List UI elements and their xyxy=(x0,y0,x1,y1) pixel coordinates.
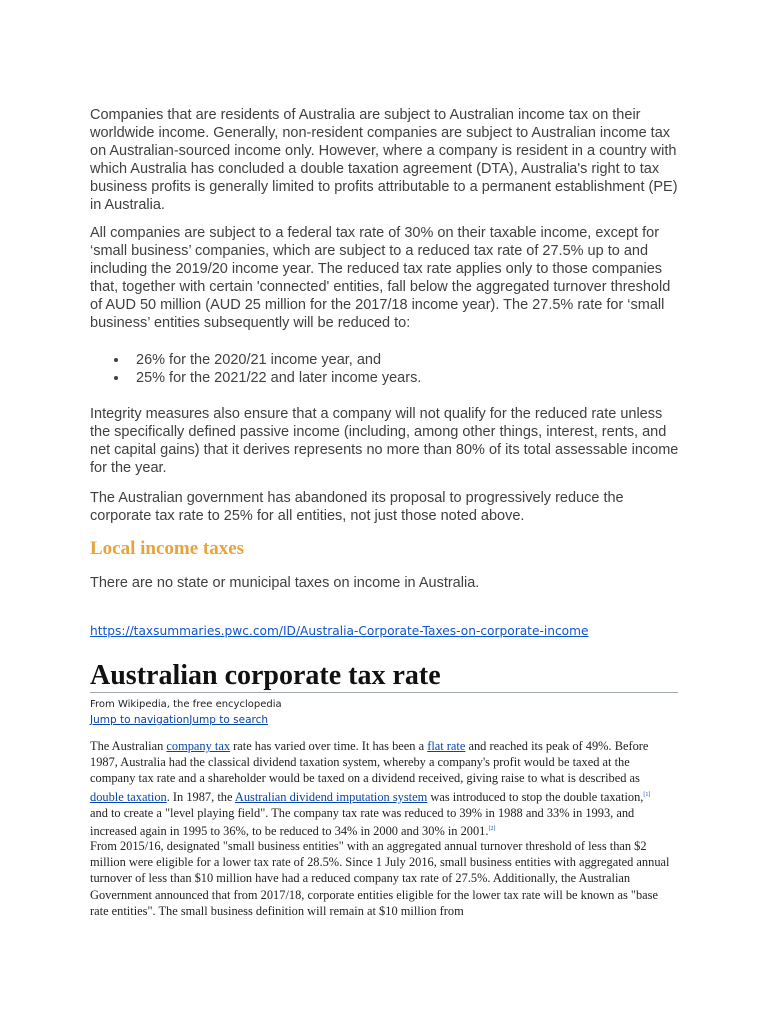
title-divider xyxy=(90,692,678,693)
source-link[interactable]: https://taxsummaries.pwc.com/ID/Australia-Corporate-Taxes-on-corporate-income xyxy=(90,624,589,638)
company-tax-link[interactable]: company tax xyxy=(166,739,231,753)
jump-to-navigation-link[interactable]: Jump to navigation xyxy=(90,714,190,726)
paragraph-federal-rate: All companies are subject to a federal tax rate of 30% on their taxable income, except for ‘small business’ companies, which are subject to a reduced tax rate of 27.5% up to and including the 2019/20 income year. The reduced tax rate applies only to those companies that, together with certain 'connected' entities, fall below the aggregated turnover threshold of AUD 50 million (AUD 25 million for the 2017/18 income year). The 27.5% rate for ‘small business’ entities subsequently will be reduced to: xyxy=(90,225,671,331)
paragraph-abandoned-proposal: The Australian government has abandoned its proposal to progressively reduce the corporate tax rate to 25% for all entities, not just those noted above. xyxy=(90,490,624,524)
rate-reduction-list xyxy=(90,351,680,387)
text-span: rate has varied over time. It has been a xyxy=(230,739,428,753)
dividend-imputation-link[interactable]: Australian dividend imputation system xyxy=(234,789,428,804)
text-span: and to create a "level playing field". The company tax rate was reduced to 39% in 1988 and 33% in 1993, and increased again in 1995 to 36%, to be reduced to 34% in 2000 and 30% in 2001. xyxy=(90,805,635,839)
paragraph-local-taxes: There are no state or municipal taxes on income in Australia. xyxy=(90,575,480,591)
jump-links xyxy=(90,714,268,726)
wiki-paragraph-history xyxy=(90,738,670,839)
reference-2-link[interactable]: [2] xyxy=(488,826,496,833)
text-span: . In 1987, the xyxy=(166,789,235,804)
list-item: 26% for the 2020/21 income year, and xyxy=(90,351,680,369)
jump-to-search-link[interactable]: Jump to search xyxy=(189,714,269,726)
text-span: The Australian xyxy=(90,739,167,753)
paragraph-residency: Companies that are residents of Australia are subject to Australian income tax on their worldwide income. Generally, non-resident companies are subject to Australian income tax on Australian-sourced income only. However, where a company is resident in a country with which Australia has concluded a double taxation agreement (DTA), Australia's right to tax business profits is generally limited to profits attributable to a permanent establishment (PE) in Australia. xyxy=(90,107,678,213)
double-taxation-link[interactable]: double taxation xyxy=(90,789,167,804)
wiki-paragraph-small-business: From 2015/16, designated "small business entities" with an aggregated annual turnover threshold of less than $2 million were eligible for a lower tax rate of 28.5%. Since 1 July 2016, small business entities with aggregated annual turnover of less than $10 million have had a reduced company tax rate of 27.5%. Additionally, the Australian Government announced that from 2017/18, corporate entities eligible for the lower tax rate will be known as "base rate entities". The small business definition will remain at $10 million from xyxy=(90,839,670,918)
text-span: and reached its peak of 49%. Before 1987, Australia had the classical dividend taxation system, whereby a company's profit would be taxed at the company tax rate and a shareholder would be taxed on a dividend received, giving raise to what is described as xyxy=(90,739,649,786)
wiki-article-title: Australian corporate tax rate xyxy=(90,660,441,691)
list-item: 25% for the 2021/22 and later income years. xyxy=(90,369,680,387)
reference-1-link[interactable]: [1] xyxy=(643,791,651,798)
wiki-tagline: From Wikipedia, the free encyclopedia xyxy=(90,699,282,710)
paragraph-integrity-measures: Integrity measures also ensure that a company will not qualify for the reduced rate unless the specifically defined passive income (including, among other things, interest, rents, and net capital gains) that it derives represents no more than 80% of its total assessable income for the year. xyxy=(90,406,679,476)
flat-rate-link[interactable]: flat rate xyxy=(427,739,466,753)
text-span: was introduced to stop the double taxation, xyxy=(427,789,644,804)
local-income-taxes-heading: Local income taxes xyxy=(90,538,245,559)
